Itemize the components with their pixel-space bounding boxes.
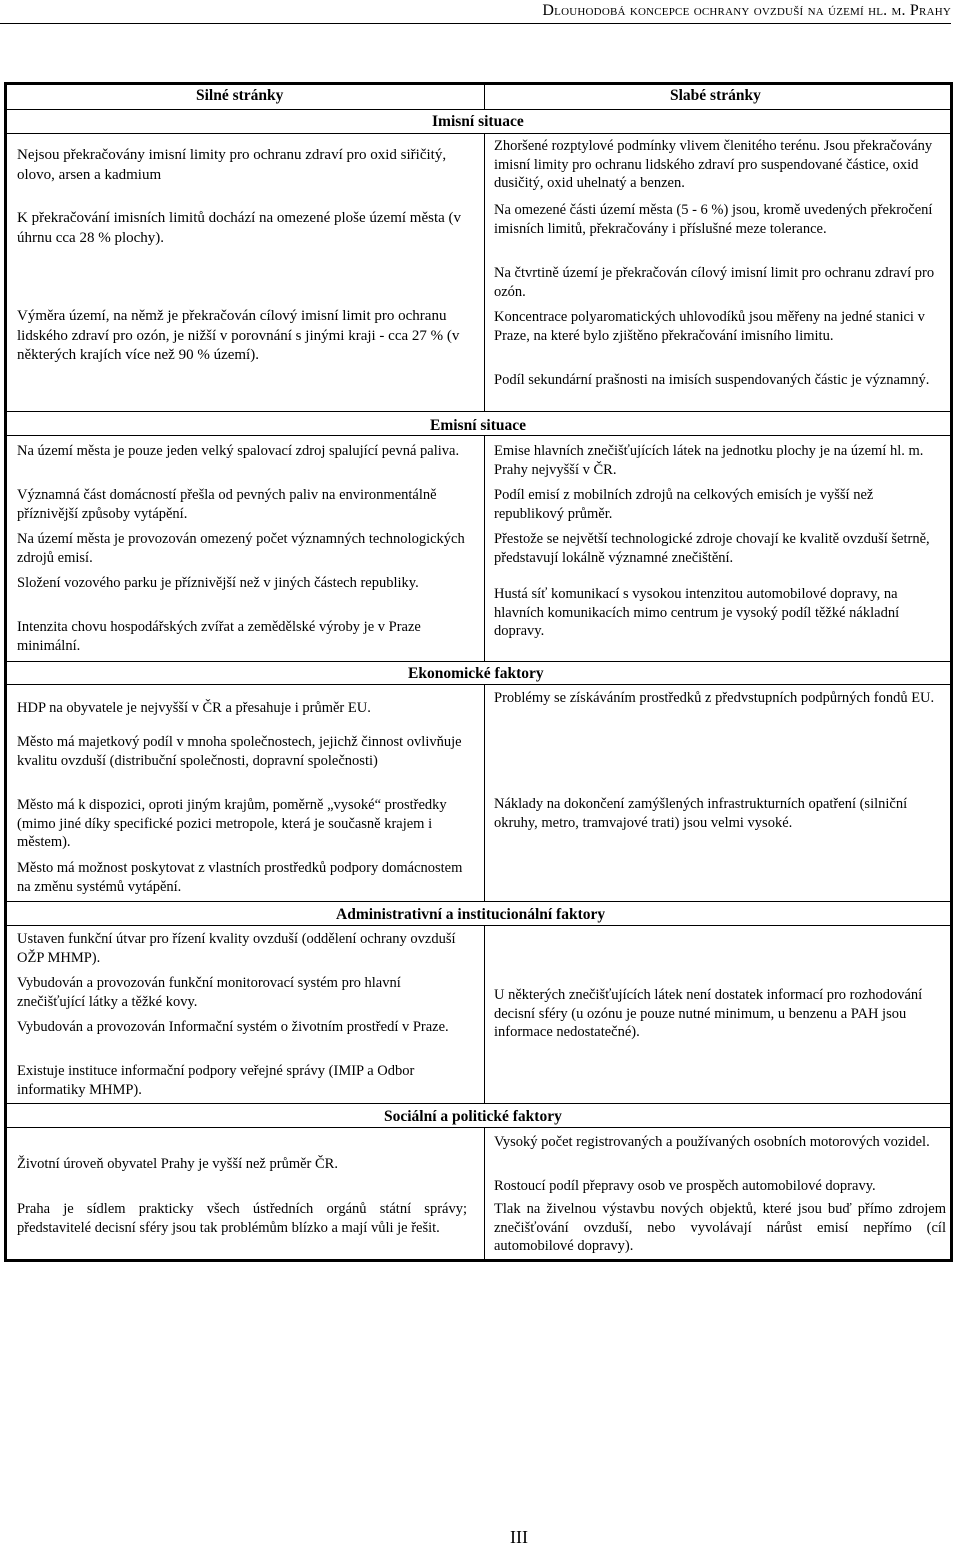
- row-rule: [7, 925, 950, 926]
- column-divider: [484, 133, 485, 411]
- section-title: Administrativní a institucionální faktory: [336, 906, 606, 923]
- strength-item: Praha je sídlem prakticky všech ústředních orgánů státní správy; představitelé decisní sféry jsou tak problémům blízko a mají vůli je řešit.: [17, 1201, 467, 1236]
- strength-item: Na území města je pouze jeden velký spalovací zdroj spalující pevná paliva.: [17, 443, 460, 459]
- weakness-item: Koncentrace polyaromatických uhlovodíků jsou měřeny na jedné stanici v Praze, na které bylo zjištěno překračování imisního limitu.: [494, 309, 925, 344]
- strength-item: Město má možnost poskytovat z vlastních prostředků podpory domácnostem na změnu systémů vytápění.: [17, 860, 463, 895]
- weakness-item: Vysoký počet registrovaných a používaných osobních motorových vozidel.: [494, 1134, 930, 1150]
- section-title: Imisní situace: [432, 113, 524, 130]
- weakness-item: Podíl sekundární prašnosti na imisích suspendovaných částic je významný.: [494, 372, 930, 388]
- row-rule: [7, 411, 950, 412]
- row-rule: [7, 901, 950, 902]
- strength-item: Město má majetkový podíl v mnoha společnostech, jejichž činnost ovlivňuje kvalitu ovzduší (distribuční společnosti, dopravní společnosti): [17, 734, 462, 769]
- column-divider: [484, 85, 485, 109]
- row-rule: [7, 133, 950, 134]
- weakness-item: Problémy se získáváním prostředků z předvstupních podpůrných fondů EU.: [494, 690, 935, 706]
- row-rule: [7, 684, 950, 685]
- strength-item: K překračování imisních limitů dochází na omezené ploše území města (v úhrnu cca 28 % plochy).: [17, 210, 462, 246]
- row-rule: [7, 109, 950, 110]
- column-divider: [484, 435, 485, 661]
- running-header: [0, 0, 951, 22]
- strength-item: Životní úroveň obyvatel Prahy je vyšší než průměr ČR.: [17, 1156, 338, 1172]
- row-rule: [7, 1103, 950, 1104]
- strength-item: Existuje instituce informační podpory veřejné správy (IMIP a Odbor informatiky MHMP).: [17, 1063, 415, 1098]
- strength-item: Intenzita chovu hospodářských zvířat a zemědělské výroby je v Praze minimální.: [17, 619, 421, 654]
- row-rule: [7, 661, 950, 662]
- strength-item: Město má k dispozici, oproti jiným krajům, poměrně „vysoké“ prostředky (mimo jiné díky specifické pozici metropole, která je současně krajem i městem).: [17, 797, 447, 850]
- row-rule: [7, 1127, 950, 1128]
- weakness-item: Na omezené části území města (5 - 6 %) jsou, kromě uvedených překročení imisních limitů, překračovány i příslušné meze tolerance.: [494, 202, 933, 237]
- weakness-item: Zhoršené rozptylové podmínky vlivem členitého terénu. Jsou překračovány imisní limity pro ochranu lidského zdraví pro suspendované částice, oxid dusičitý, oxid uhelnatý a benzen.: [494, 138, 933, 191]
- strength-item: Významná část domácností přešla od pevných paliv na environmentálně příznivější způsoby vytápění.: [17, 487, 437, 522]
- weakness-item: Tlak na živelnou výstavbu nových objektů, které jsou buď přímo zdrojem znečišťování ovzduší, nebo vyvolávají nárůst emisí nepřímo (cíl automobilové dopravy).: [494, 1201, 946, 1254]
- strength-item: Ustaven funkční útvar pro řízení kvality ovzduší (oddělení ochrany ovzduší OŽP MHMP).: [17, 931, 456, 966]
- page-number: III: [510, 1527, 528, 1547]
- section-title: Sociální a politické faktory: [384, 1108, 562, 1125]
- weakness-item: U některých znečišťujících látek není dostatek informací pro rozhodování decisní sféry (u ozónu je pouze nutné minimum, u benzenu a PAH jsou informace nedostatečné).: [494, 987, 923, 1040]
- strength-item: HDP na obyvatele je nejvyšší v ČR a přesahuje i průměr EU.: [17, 700, 371, 716]
- strength-item: Vybudován a provozován Informační systém o životním prostředí v Praze.: [17, 1019, 449, 1035]
- strength-item: Výměra území, na němž je překračován cílový imisní limit pro ochranu lidského zdraví pro ozón, je nižší v porovnání s jinými kraji - cca 27 % (v některých krajích více než 90 % území).: [17, 308, 460, 363]
- column-divider: [484, 925, 485, 1103]
- column-divider: [484, 684, 485, 901]
- weakness-item: Přestože se největší technologické zdroje chovají ke kvalitě ovzduší šetrně, představují lokálně významné znečištění.: [494, 531, 930, 566]
- weakness-item: Emise hlavních znečišťujících látek na jednotku plochy je na území hl. m. Prahy nejvyšší v ČR.: [494, 443, 924, 478]
- column-divider: [484, 1127, 485, 1259]
- weakness-item: Rostoucí podíl přepravy osob ve prospěch automobilové dopravy.: [494, 1178, 876, 1194]
- weakness-item: Na čtvrtině území je překračován cílový imisní limit pro ochranu zdraví pro ozón.: [494, 265, 935, 300]
- weakness-item: Náklady na dokončení zamýšlených infrastrukturních opatření (silniční okruhy, metro, tramvajové trati) jsou velmi vysoké.: [494, 796, 908, 831]
- weakness-item: Podíl emisí z mobilních zdrojů na celkových emisích je vyšší než republikový průměr.: [494, 487, 874, 522]
- weakness-item: Hustá síť komunikací s vysokou intenzitou automobilové dopravy, na hlavních komunikacích mimo centrum je vysoký podíl těžké nákladní dopravy.: [494, 586, 900, 639]
- row-rule: [7, 435, 950, 436]
- section-title: Ekonomické faktory: [408, 665, 544, 682]
- strength-item: Vybudován a provozován funkční monitorovací systém pro hlavní znečišťující látky a těžké kovy.: [17, 975, 401, 1010]
- document-title: Dlouhodobá koncepce ochrany ovzduší na území hl. m. Prahy: [542, 2, 951, 19]
- strength-item: Složení vozového parku je příznivější než v jiných částech republiky.: [17, 575, 419, 591]
- strength-item: Nejsou překračovány imisní limity pro ochranu zdraví pro oxid siřičitý, olovo, arsen a kadmium: [17, 147, 447, 183]
- strength-item: Na území města je provozován omezený počet významných technologických zdrojů emisí.: [17, 531, 465, 566]
- section-title: Emisní situace: [430, 417, 527, 434]
- header-rule: [0, 23, 951, 24]
- strengths-heading: Silné stránky: [196, 87, 284, 104]
- weaknesses-heading: Slabé stránky: [670, 87, 761, 104]
